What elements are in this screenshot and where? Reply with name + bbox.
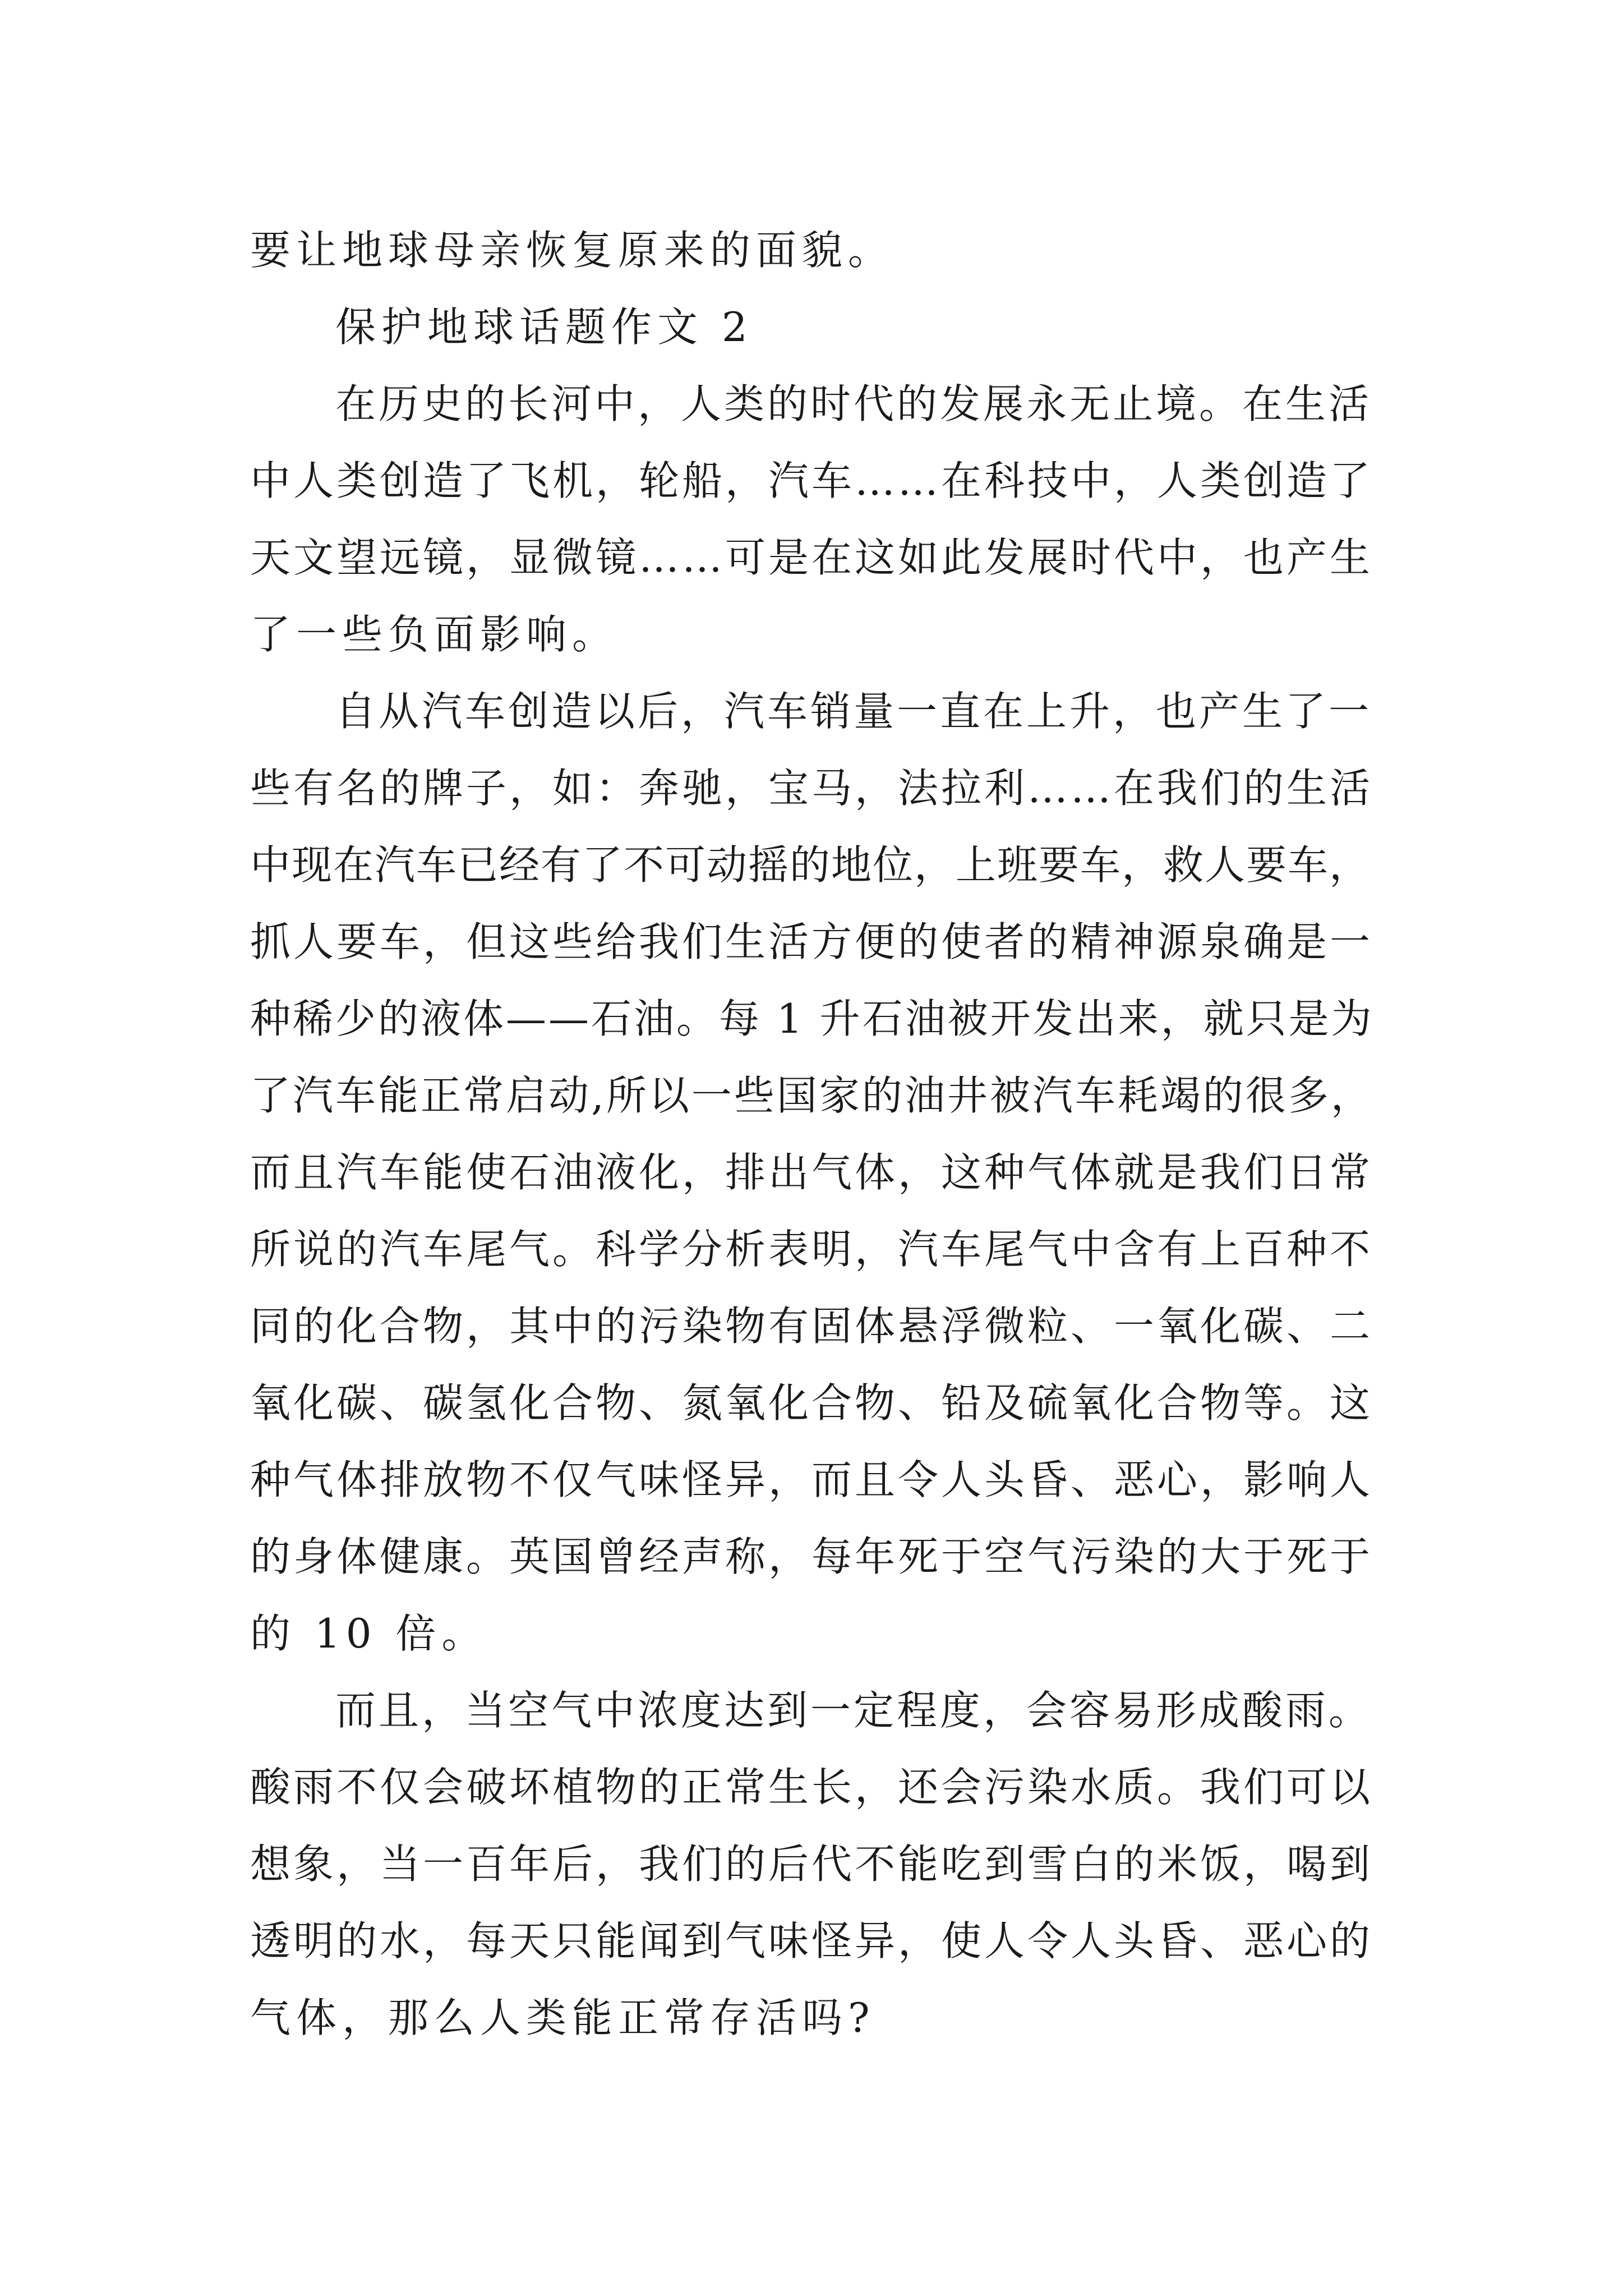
text-line: 了一些负面影响。 [250, 611, 619, 658]
section-heading: 保护地球话题作文 2 [335, 303, 753, 351]
text-line: 中现在汽车已经有了不可动摇的地位，上班要车，救人要车， [250, 841, 1371, 889]
text-line: 透明的水，每天只能闻到气味怪异，使人令人头昏、恶心的 [250, 1917, 1373, 1964]
text-line: 想象，当一百年后，我们的后代不能吃到雪白的米饭，喝到 [250, 1841, 1373, 1888]
text-line: 天文望远镜，显微镜……可是在这如此发展时代中，也产生 [250, 534, 1373, 581]
text-line: 酸雨不仅会破坏植物的正常生长，还会污染水质。我们可以 [250, 1764, 1373, 1811]
text-line: 的身体健康。英国曾经声称，每年死于空气污染的大于死于 [250, 1533, 1373, 1580]
text-line: 要让地球母亲恢复原来的面貌。 [250, 227, 895, 274]
body-text [250, 212, 1377, 2056]
text-line: 自从汽车创造以后，汽车销量一直在上升，也产生了一 [335, 688, 1372, 735]
text-line: 在历史的长河中，人类的时代的发展永无止境。在生活 [335, 380, 1372, 427]
text-line: 同的化合物，其中的污染物有固体悬浮微粒、一氧化碳、二 [250, 1303, 1373, 1350]
text-line: 抓人要车，但这些给我们生活方便的使者的精神源泉确是一 [250, 918, 1373, 965]
text-line: 了汽车能正常启动,所以一些国家的油井被汽车耗竭的很多， [250, 1072, 1373, 1119]
text-line: 气体，那么人类能正常存活吗? [250, 1994, 875, 2041]
text-line: 氧化碳、碳氢化合物、氮氧化合物、铅及硫氧化合物等。这 [250, 1379, 1373, 1427]
text-line: 而且，当空气中浓度达到一定程度，会容易形成酸雨。 [335, 1687, 1372, 1734]
text-line: 所说的汽车尾气。科学分析表明，汽车尾气中含有上百种不 [250, 1226, 1373, 1273]
text-line: 种气体排放物不仅气味怪异，而且令人头昏、恶心，影响人 [250, 1456, 1373, 1503]
text-line: 中人类创造了飞机，轮船，汽车……在科技中，人类创造了 [250, 457, 1373, 504]
text-line: 种稀少的液体——石油。每 1 升石油被开发出来，就只是为 [250, 995, 1374, 1042]
text-line: 些有名的牌子，如：奔驰，宝马，法拉利……在我们的生活 [250, 765, 1373, 812]
text-line: 而且汽车能使石油液化，排出气体，这种气体就是我们日常 [250, 1149, 1373, 1196]
text-line: 的 10 倍。 [250, 1610, 488, 1657]
